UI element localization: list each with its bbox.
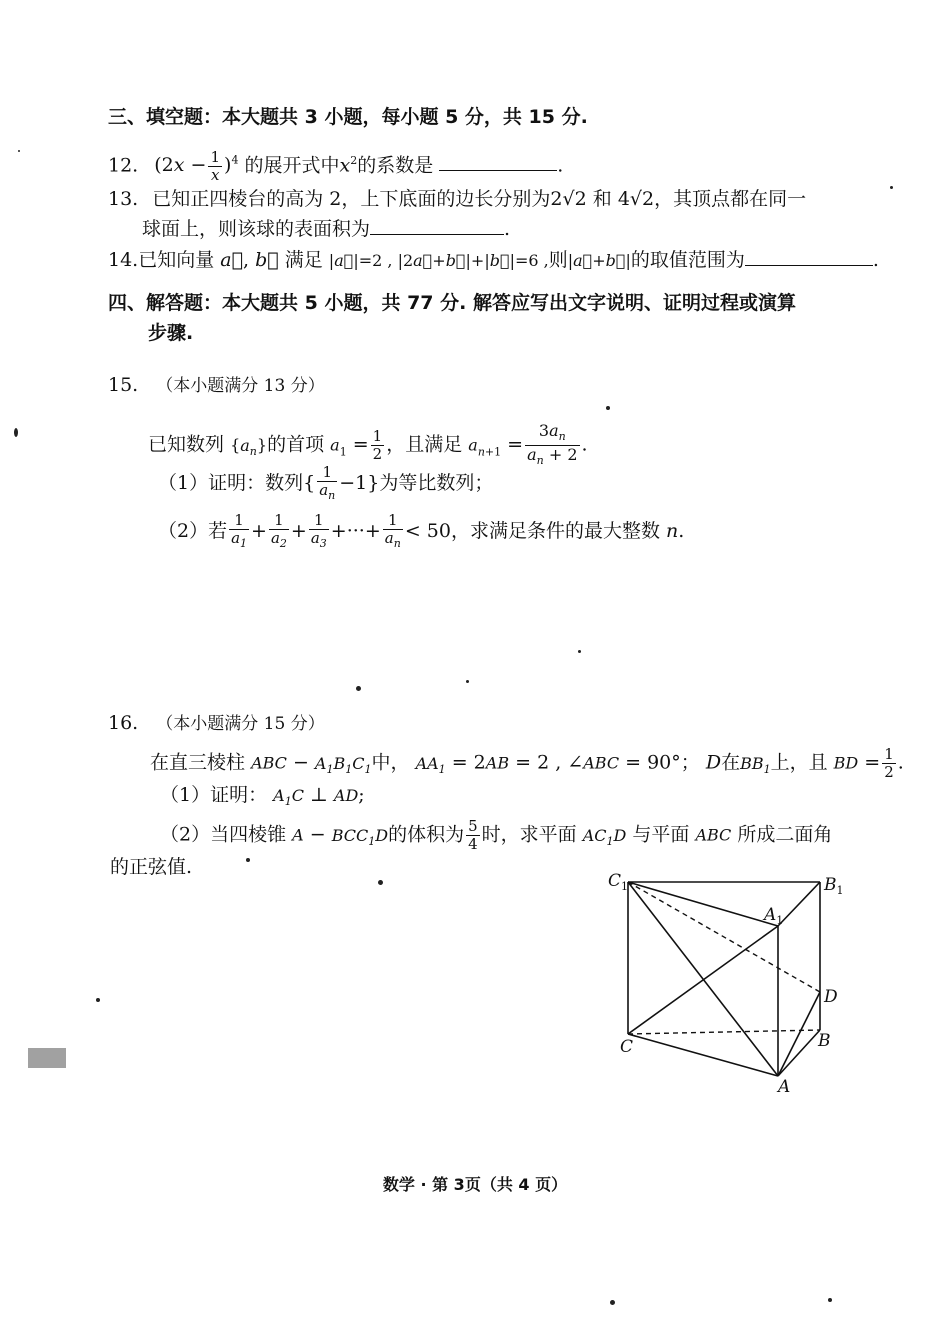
scan-speck [356, 686, 361, 691]
q16-stem-c: ； [680, 751, 700, 774]
q15-part1-a: （1）证明：数列 [158, 472, 304, 494]
q13-text-c: ，其顶点都在同一 [654, 188, 807, 210]
q13-text-line2: 球面上，则该球的表面积为 [142, 218, 371, 240]
question-14: 14.已知向量 a⃗, b⃗ 满足 |a⃗|=2 , |2a⃗+b⃗|+|b⃗|=6 ,则|a⃗+b⃗|的取值范围为 . [108, 249, 879, 271]
scan-speck [578, 650, 581, 653]
q13-answer-blank[interactable] [370, 216, 504, 235]
label-a1: $A_1$ [764, 905, 784, 927]
segment-a-d [778, 992, 820, 1076]
question-14-number: 14. [108, 249, 139, 271]
scan-speck [18, 150, 20, 152]
segment-c1-a [628, 882, 778, 1076]
label-d: D [824, 987, 838, 1007]
scan-smudge [28, 1048, 66, 1068]
q15-stem: 已知数列 $\{a_n\}$的首项 $a_1$ = $\frac{1}{2}$ ，且满足 $a_{n+1}$ = $\frac{3a_n}{a_n + 2}$ . [148, 421, 588, 468]
q14-answer-blank[interactable] [745, 247, 873, 266]
page-footer: 数学 · 第 3页（共 4 页） [382, 1175, 568, 1194]
label-b1: $B_1$ [824, 875, 844, 897]
q16-stem: 在直三棱柱 ABC − $A_1B_1C_1$中， $AA_1 = 2AB = 2$ , ∠ABC = 90°； D在$BB_1$上，且 BD = $\frac{1}{2}$ . [150, 745, 904, 781]
question-13-line1 [108, 186, 806, 212]
fill-blank-section-title: 三、填空题：本大题共 3 小题，每小题 5 分，共 15 分. [108, 106, 588, 128]
q14-text-c: 则 [548, 249, 568, 271]
q13-value-2sqrt2: 2√2 [550, 188, 587, 210]
label-a: A [778, 1077, 791, 1096]
edge-a-b [778, 1030, 820, 1076]
question-13-line2: 球面上，则该球的表面积为 . [142, 218, 511, 240]
segment-c-a1 [628, 926, 778, 1034]
q15-part2-a: （2）若 [158, 520, 228, 542]
q16-part2-a: （2）当四棱锥 [160, 823, 287, 846]
q16-part2-d: 与平面 [632, 823, 690, 846]
q15-part2: （2）若 $\frac{1}{a_1}$ + $\frac{1}{a_2}$ + $\frac{1}{a_3}$ +···+ $\frac{1}{a_n}$ < 50，求满足条件的最大整数 n. [158, 511, 685, 550]
question-13-number: 13. [108, 188, 139, 210]
label-c: C [620, 1037, 634, 1057]
edge-a1-b1 [778, 882, 820, 926]
q15-score: （本小题满分 13 分） [156, 376, 325, 396]
q12-text: 的展开式中 [244, 154, 340, 177]
q15-part1: （1）证明：数列{ $\frac{1}{a_n}$ −1}为等比数列； [158, 463, 494, 502]
question-12: 12. (2x − $\frac{1}{x}$ )$^4$ 的展开式中$x^2$的系数是 . [108, 147, 564, 184]
q16-part1: （1）证明： $A_1C$ ⊥ AD; [160, 784, 365, 809]
scan-speck [378, 880, 383, 885]
hidden-edge-c-b [628, 1030, 820, 1034]
q16-part2-c: 时，求平面 [481, 823, 577, 846]
q16-part2-e: 所成二面角 [737, 823, 833, 846]
scan-speck [890, 186, 893, 189]
q14-text-b: 满足 [284, 249, 323, 271]
q16-part2: （2）当四棱锥 $A - BCC_1D$的体积为 $\frac{5}{4}$ 时，求平面 $AC_1D$ 与平面 ABC 所成二面角 [160, 817, 833, 853]
q16-stem-a: 在直三棱柱 [150, 751, 246, 774]
q12-text2: 的系数是 [357, 154, 434, 177]
q16-stem-e: 上，且 [770, 751, 828, 774]
q16-part2-line2: 的正弦值. [110, 856, 193, 878]
prism-figure [600, 866, 860, 1096]
q12-expression: (2x − $\frac{1}{x}$ )$^4$ [154, 147, 239, 184]
q16-part1-text: （1）证明： [160, 784, 268, 806]
q14-text-a: 已知向量 [138, 249, 215, 271]
question-16-header [108, 710, 325, 737]
scan-speck [466, 680, 469, 683]
question-16-number: 16. [108, 712, 139, 734]
q15-part1-b: 为等比数列； [379, 472, 494, 494]
scan-speck [246, 858, 250, 862]
q15-stem-c: ，且满足 [386, 433, 463, 456]
edge-c1-a1 [628, 882, 778, 926]
q14-condition: |a⃗|=2 , |2a⃗+b⃗|+|b⃗|=6 , [328, 251, 549, 270]
answer-section-title-line2: 步骤. [148, 322, 194, 344]
q12-answer-blank[interactable] [439, 152, 557, 171]
q15-part2-b: ，求满足条件的最大整数 [450, 520, 660, 542]
q15-stem-b: 的首项 [267, 433, 325, 456]
q16-stem-b: 中， [371, 751, 410, 774]
q13-text-b: 和 [592, 188, 612, 210]
label-b: B [818, 1031, 831, 1051]
scan-speck [14, 428, 18, 437]
scan-speck [610, 1300, 615, 1305]
hidden-segment-c1-d [628, 882, 820, 992]
q13-value-4sqrt2: 4√2 [617, 188, 655, 210]
edge-c-a [628, 1034, 778, 1076]
question-15-header [108, 372, 325, 399]
answer-section-title-line1: 四、解答题：本大题共 5 小题，共 77 分. 解答应写出文字说明、证明过程或演算 [108, 292, 796, 314]
scan-speck [96, 998, 100, 1002]
q15-stem-a: 已知数列 [148, 433, 225, 456]
q16-score: （本小题满分 15 分） [156, 714, 325, 734]
question-12-number: 12. [108, 154, 139, 177]
q16-stem-d: 在 [721, 751, 741, 774]
scan-speck [828, 1298, 832, 1302]
q14-text-d: 的取值范围为 [630, 249, 745, 271]
question-15-number: 15. [108, 374, 139, 396]
q12-x2: x [339, 154, 351, 177]
label-c1: $C_1$ [608, 871, 629, 893]
q16-part2-b: 的体积为 [388, 823, 465, 846]
q13-text-a: 已知正四棱台的高为 2，上下底面的边长分别为 [152, 188, 551, 210]
scan-speck [606, 406, 610, 410]
